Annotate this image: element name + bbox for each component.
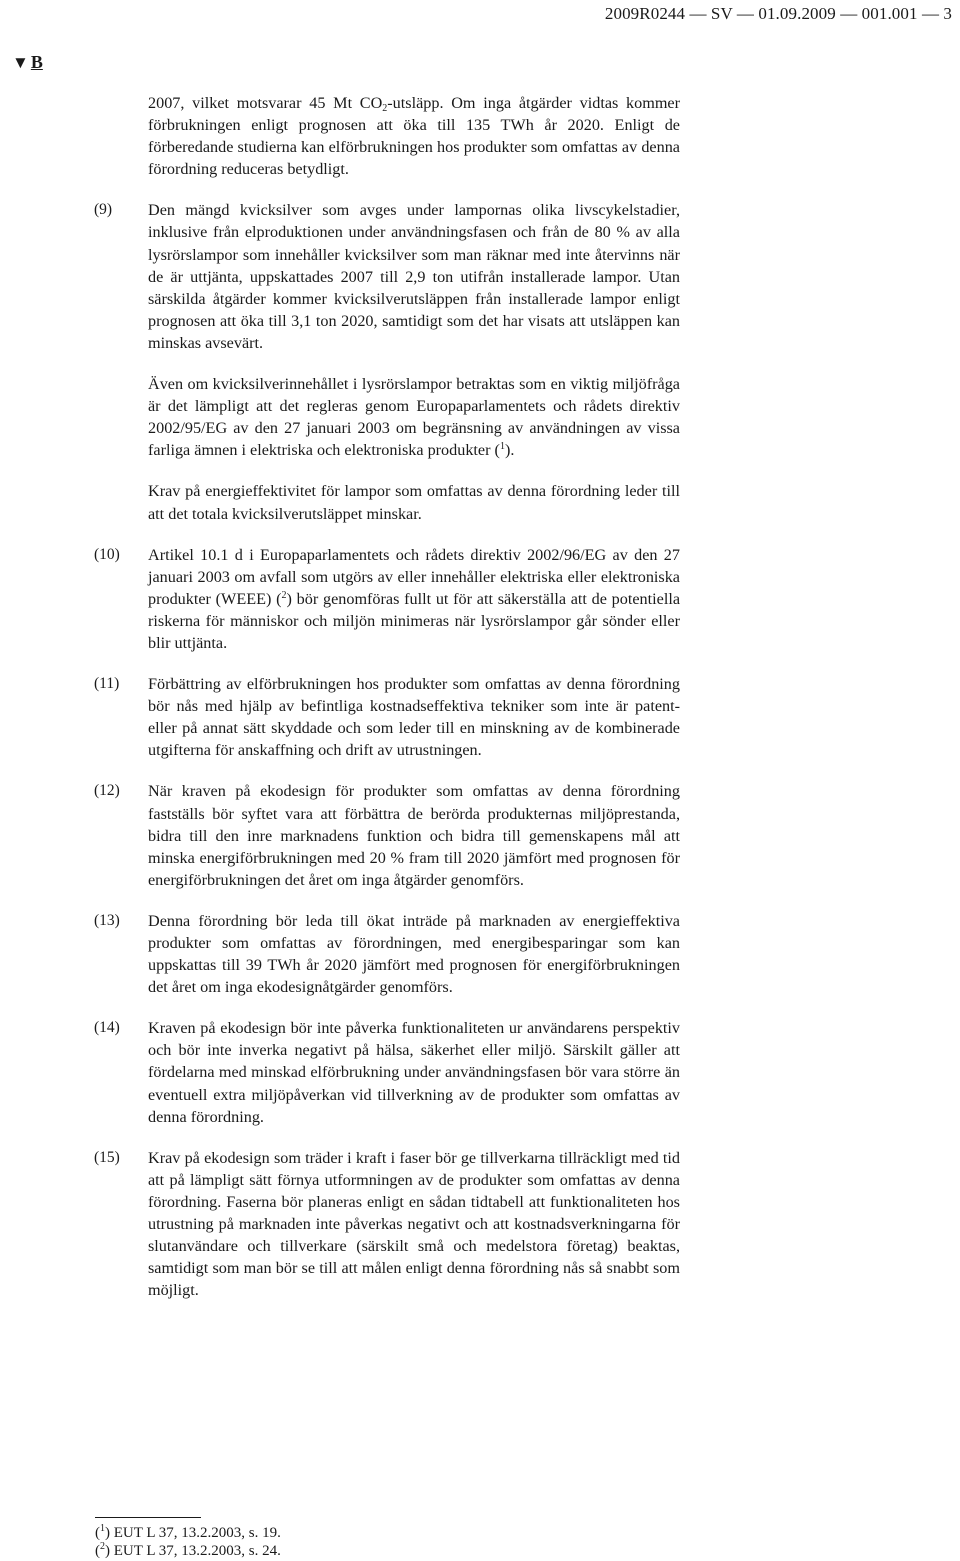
marker-letter: B: [30, 52, 43, 72]
recital-number: (15): [94, 1148, 120, 1166]
document-body: [0, 92, 960, 1320]
recital-text: Denna förordning bör leda till ökat inträde på marknaden av energieffektiva produkter som omfattas av förordningen, med energibesparingar som kan uppskattas till 39 TWh år 2020 jämfört med prognosen för energiförbrukningen det året om inga ekodesignåtgärder genomförs.: [148, 911, 680, 997]
footnote: ($^2$) EUT L 37, 13.2.2003, s. 24.: [95, 1541, 281, 1559]
recital-number: (13): [94, 911, 120, 929]
recital-paragraph: [148, 92, 680, 180]
recital-text: Artikel 10.1 d i Europaparlamentets och rådets direktiv 2002/96/EG av den 27 januari 2003 om avfall som utgörs av eller innehåller elektriska eller elektroniska produkter (WEEE) ($^2$) bör genomföras fullt ut för att säkerställa att de potentiella riskerna för människor och miljön minimeras när lysrörslampor går sönder eller blir uttjänta.: [148, 545, 681, 652]
recital-paragraph: [94, 910, 680, 998]
recital-text: När kraven på ekodesign för produkter som omfattas av denna förordning fastställs bör syftet vara att förbättra de berörda produkternas miljöprestanda, bidra till den inre marknadens funktion och bidra till gemenskapens mål att minska energiförbrukningen med 20 % fram till 2020 jämfört med prognosen för energiförbrukningen det året om inga åtgärder genomförs.: [148, 782, 680, 889]
recital-text: Krav på energieffektivitet för lampor som omfattas av denna förordning leder till att det totala kvicksilverutsläppet minskar.: [148, 482, 680, 523]
recital-text: Den mängd kvicksilver som avges under lampornas olika livscykelstadier, inklusive från elproduktionen under användningsfasen och från de 80 % av alla lysrörslampor som innehåller kvicksilver som man räknar med inte återvinns när de är uttjänta, uppskattades 2007 till 2,9 ton utifrån installerade lampor. Utan särskilda åtgärder kommer kvicksilverutsläppen från installerade lampor enligt prognosen att öka till 3,1 ton 2020, samtidigt som det har visats att utsläppen kan minskas avsevärt.: [148, 201, 680, 352]
recital-text: Förbättring av elförbrukningen hos produkter som omfattas av denna förordning bör nås med hjälp av befintliga kostnadseffektiva tekniker som inte är patent- eller på annat sätt skyddade och som leder till en minskning av de kombinerade utgifterna för anskaffning och drift av utrustningen.: [148, 675, 680, 760]
recital-paragraph: [148, 480, 680, 524]
recital-paragraph: [94, 673, 680, 761]
recital-paragraph: [94, 1017, 680, 1127]
recital-number: (14): [94, 1019, 120, 1037]
recital-paragraph: [94, 1147, 680, 1302]
triangle-down-icon: ▼: [12, 53, 29, 72]
footnote-separator: [95, 1517, 201, 1518]
recital-paragraph: [94, 544, 681, 654]
footnotes: [95, 1517, 695, 1560]
recital-number: (12): [94, 782, 120, 800]
recital-paragraph: [94, 199, 680, 354]
document-header: 2009R0244 — SV — 01.09.2009 — 001.001 — 3: [604, 4, 952, 23]
recital-number: (9): [94, 201, 113, 219]
recital-number: (11): [94, 675, 120, 693]
recital-text: Kraven på ekodesign bör inte påverka funktionaliteten ur användarens perspektiv och bör inte inverka negativt på hälsa, säkerhet eller miljö. Särskilt gäller att fördelarna med minskad elförbrukning under användningsfasen bör vara större än eventuell extra miljöpåverkan vid tillverkning av de produkter som omfattas av denna förordning.: [148, 1019, 680, 1126]
recital-paragraph: [94, 780, 680, 890]
recital-text: Även om kvicksilverinnehållet i lysrörslampor betraktas som en viktig miljöfråga är det lämpligt att det regleras genom Europaparlamentets och rådets direktiv 2002/95/EG av den 27 januari 2003 om begränsning av användningen av vissa farliga ämnen i elektriska och elektroniska produkter ($^1$).: [148, 375, 680, 460]
footnote: ($^1$) EUT L 37, 13.2.2003, s. 19.: [95, 1523, 281, 1541]
consolidation-marker: [12, 52, 43, 73]
recital-paragraph: [148, 373, 680, 461]
recital-number: (10): [94, 545, 120, 563]
recital-text: Krav på ekodesign som träder i kraft i faser bör ge tillverkarna tillräckligt med tid att på lämpligt sätt förnya utformningen av de produkter som omfattas av denna förordning. Faserna bör planeras enligt en sådan tidtabell att funktionaliteten hos utrustning på marknaden inte påverkas negativt och att kostnadsverkningarna för slutanvändare och tillverkare (särskilt små och medelstora företag) beaktas, samtidigt som man bör se till att målen enligt denna förordning nås så snabbt som möjligt.: [148, 1148, 680, 1300]
recital-text: 2007, vilket motsvarar 45 Mt $CO_2$-utsläpp. Om inga åtgärder vidtas kommer förbrukningen enligt prognosen att öka till 135 TWh år 2020. Enligt de förberedande studierna kan elförbrukningen hos produkter som omfattas av denna förordning reduceras betydligt.: [148, 94, 680, 179]
